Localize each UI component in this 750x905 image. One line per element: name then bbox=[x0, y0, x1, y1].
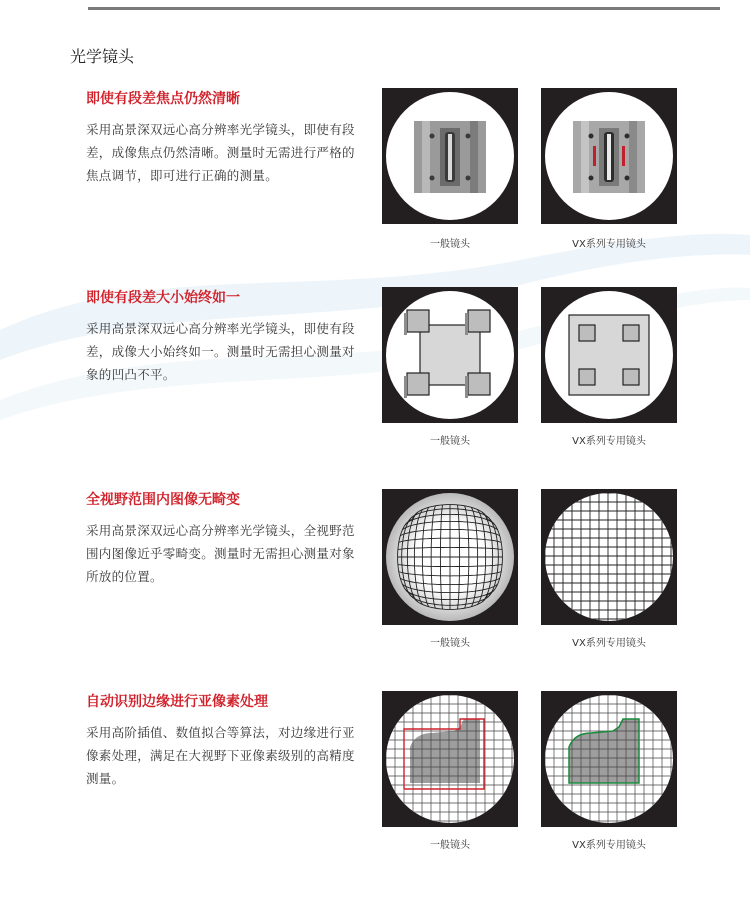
normal-lens-image bbox=[382, 691, 518, 827]
normal-lens-caption: 一般镜头 bbox=[430, 638, 470, 649]
normal-lens-caption: 一般镜头 bbox=[430, 840, 470, 851]
top-rule bbox=[88, 7, 720, 10]
normal-lens-image bbox=[382, 489, 518, 625]
section-title: 即使有段差大小始终如一 bbox=[86, 290, 240, 306]
vx-lens-image bbox=[541, 88, 677, 224]
normal-lens-image bbox=[382, 88, 518, 224]
normal-lens-image bbox=[382, 287, 518, 423]
section-title: 即使有段差焦点仍然清晰 bbox=[86, 91, 240, 107]
vx-lens-image bbox=[541, 489, 677, 625]
vx-lens-image bbox=[541, 691, 677, 827]
section-title: 全视野范围内图像无畸变 bbox=[86, 492, 240, 508]
normal-lens-caption: 一般镜头 bbox=[430, 436, 470, 447]
vx-lens-image bbox=[541, 287, 677, 423]
vx-lens-caption: VX系列专用镜头 bbox=[572, 239, 646, 250]
section-body: 采用高景深双远心高分辨率光学镜头，全视野范围内图像近乎零畸变。测量时无需担心测量对象所放的位置。 bbox=[86, 523, 355, 584]
section-title: 自动识别边缘进行亚像素处理 bbox=[86, 694, 268, 710]
section-body: 采用高景深双远心高分辨率光学镜头，即使有段差，成像焦点仍然清晰。测量时无需进行严格的焦点调节，即可进行正确的测量。 bbox=[86, 122, 355, 183]
normal-lens-caption: 一般镜头 bbox=[430, 239, 470, 250]
page-title: 光学镜头 bbox=[70, 47, 135, 66]
section-body: 采用高阶插值、数值拟合等算法，对边缘进行亚像素处理，满足在大视野下亚像素级别的高精度测量。 bbox=[86, 725, 355, 786]
vx-lens-caption: VX系列专用镜头 bbox=[572, 436, 646, 447]
vx-lens-caption: VX系列专用镜头 bbox=[572, 840, 646, 851]
vx-lens-caption: VX系列专用镜头 bbox=[572, 638, 646, 649]
section-body: 采用高景深双远心高分辨率光学镜头，即使有段差，成像大小始终如一。测量时无需担心测量对象的凹凸不平。 bbox=[86, 321, 355, 382]
